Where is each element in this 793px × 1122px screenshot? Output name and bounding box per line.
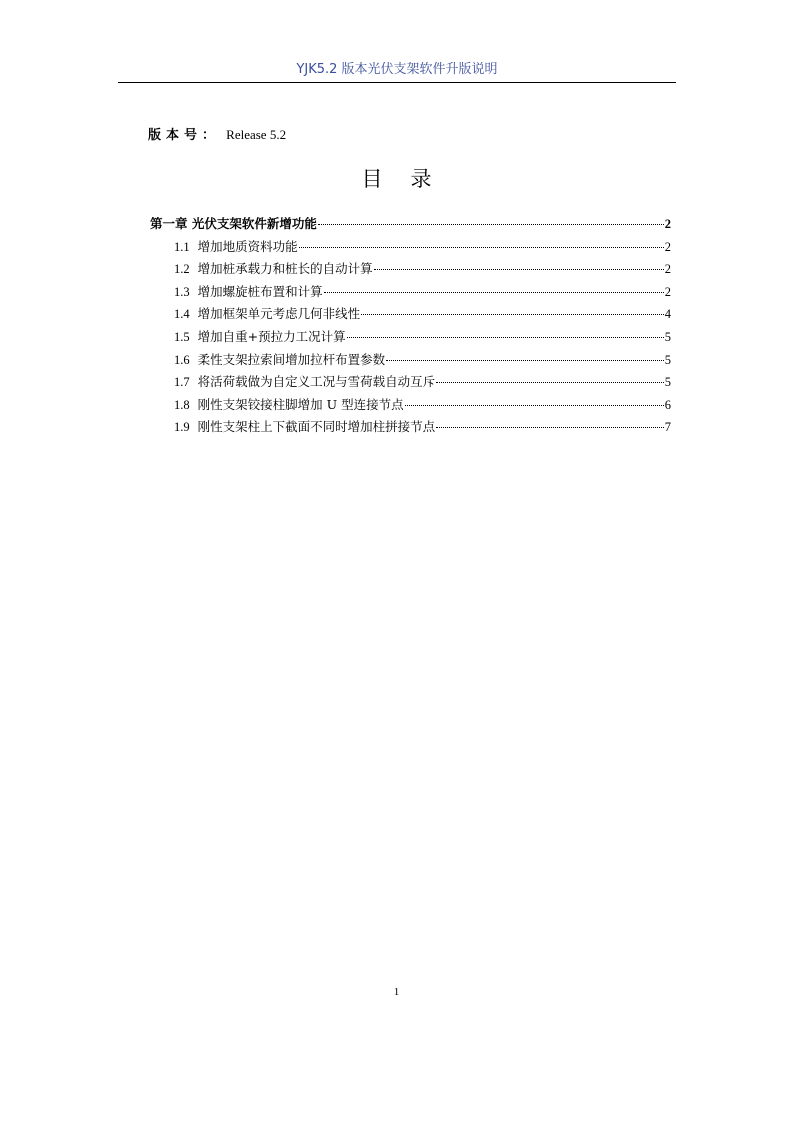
toc-entry-1-8[interactable] — [150, 394, 671, 417]
page-number: 1 — [393, 986, 400, 998]
toc-entry-1-4[interactable] — [150, 303, 671, 326]
toc-entry-number: 1.6 — [174, 352, 190, 367]
toc-entry-number: 1.9 — [174, 420, 190, 435]
toc-entry-page: 5 — [664, 375, 671, 390]
toc-entry-1-9[interactable] — [150, 416, 671, 439]
page-header — [118, 58, 676, 83]
toc-entry-label: 刚性支架柱上下截面不同时增加柱拼接节点 — [197, 419, 436, 435]
toc-entry-number: 1.2 — [174, 262, 190, 277]
toc-entry-page: 5 — [664, 329, 671, 344]
toc-entry-label: 增加自重+预拉力工况计算 — [197, 328, 346, 344]
toc-entry-label: 刚性支架铰接柱脚增加 U 型连接节点 — [197, 396, 404, 412]
table-of-contents — [150, 213, 671, 439]
toc-leader-dots — [436, 427, 664, 428]
toc-entry-number: 1.8 — [174, 397, 190, 412]
toc-leader-dots — [299, 247, 664, 248]
toc-entry-label: 第一章 光伏支架软件新增功能 — [150, 216, 317, 231]
toc-entry-1-2[interactable] — [150, 258, 671, 281]
toc-entry-page: 7 — [664, 420, 671, 435]
toc-entry-1-7[interactable] — [150, 371, 671, 394]
toc-entry-page: 2 — [664, 284, 671, 299]
toc-entry-1-6[interactable] — [150, 349, 671, 372]
toc-entry-label: 增加螺旋桩布置和计算 — [197, 283, 323, 299]
toc-entry-chapter-1[interactable] — [150, 213, 671, 236]
toc-entry-page: 6 — [664, 397, 671, 412]
toc-entry-number: 1.3 — [174, 284, 190, 299]
toc-entry-page: 4 — [664, 307, 671, 322]
toc-entry-page: 2 — [664, 239, 671, 254]
toc-leader-dots — [436, 382, 664, 383]
toc-leader-dots — [318, 224, 664, 225]
toc-leader-dots — [405, 405, 664, 406]
toc-entry-1-3[interactable] — [150, 281, 671, 304]
version-value: Release 5.2 — [226, 127, 287, 142]
toc-title: 目录 — [361, 167, 460, 191]
toc-entry-label: 增加桩承载力和桩长的自动计算 — [197, 261, 373, 277]
version-label: 版本号： — [148, 128, 221, 143]
toc-leader-dots — [361, 314, 664, 315]
toc-leader-dots — [324, 292, 664, 293]
toc-entry-number: 1.7 — [174, 375, 190, 390]
toc-entry-1-5[interactable] — [150, 326, 671, 349]
toc-entry-1-1[interactable] — [150, 236, 671, 259]
toc-entry-label: 柔性支架拉索间增加拉杆布置参数 — [197, 351, 386, 367]
toc-entry-number: 1.4 — [174, 307, 190, 322]
toc-entry-page: 2 — [664, 217, 671, 231]
toc-leader-dots — [374, 269, 664, 270]
toc-entry-number: 1.1 — [174, 239, 190, 254]
toc-entry-number: 1.5 — [174, 329, 190, 344]
toc-entry-label: 增加框架单元考虑几何非线性 — [197, 306, 361, 322]
header-title: YJK5.2 版本光伏支架软件升版说明 — [296, 62, 498, 77]
toc-entry-label: 增加地质资料功能 — [197, 238, 298, 254]
toc-leader-dots — [386, 360, 664, 361]
toc-leader-dots — [347, 337, 664, 338]
toc-entry-page: 5 — [664, 352, 671, 367]
version-line — [148, 126, 286, 145]
toc-entry-page: 2 — [664, 262, 671, 277]
toc-entry-label: 将活荷载做为自定义工况与雪荷载自动互斥 — [197, 374, 436, 390]
